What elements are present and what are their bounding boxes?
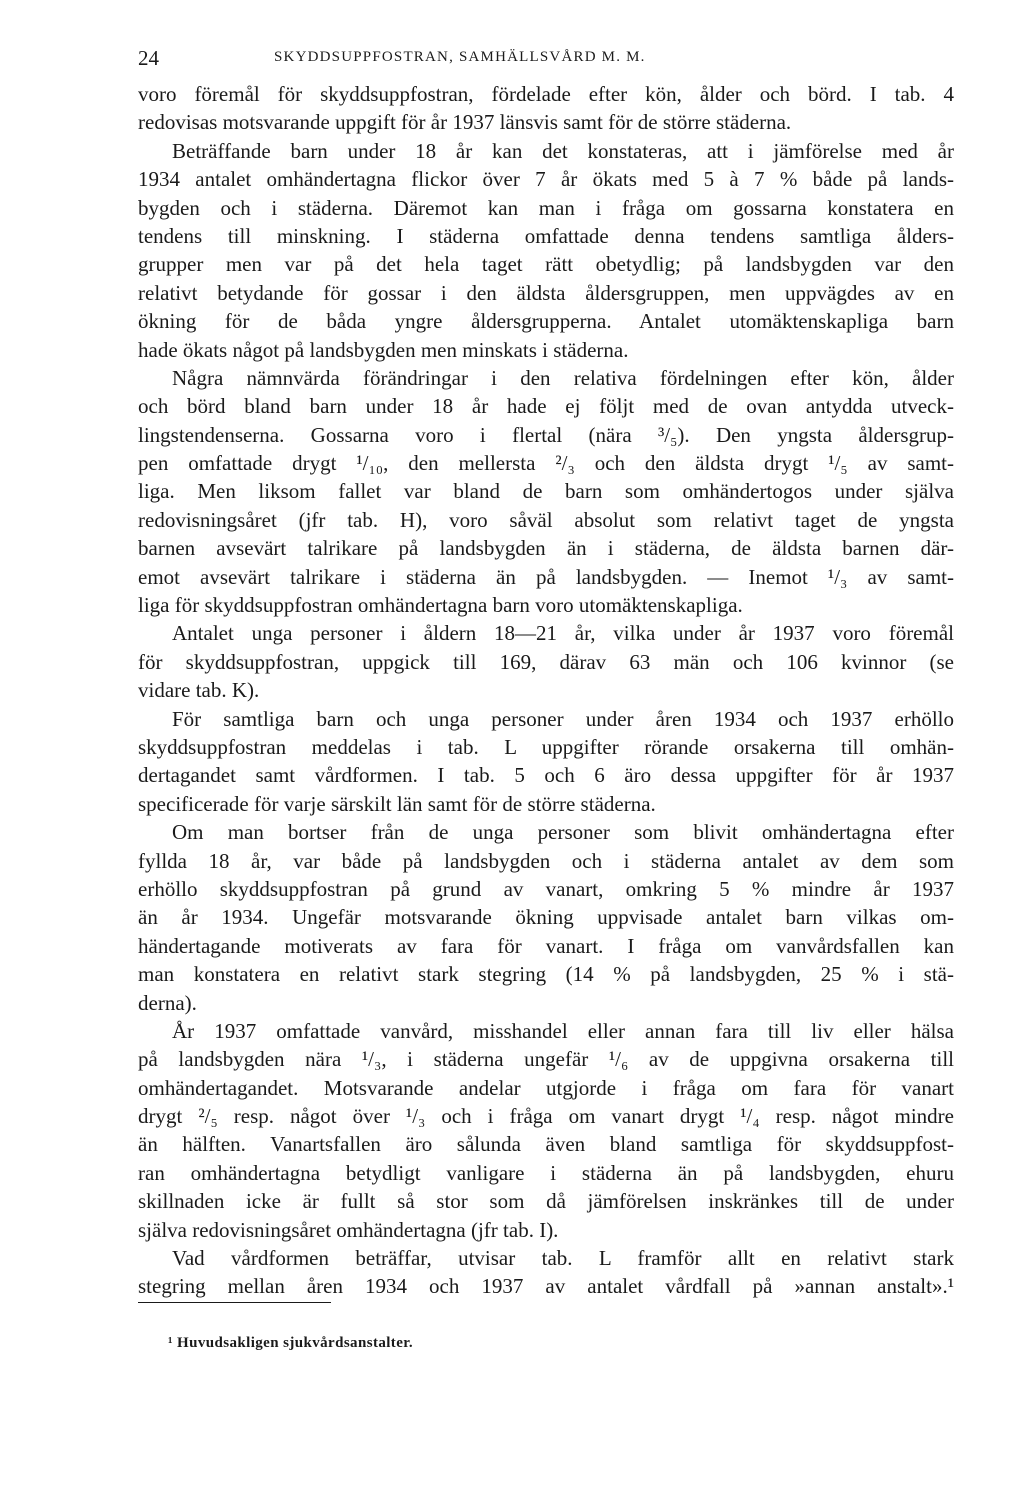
text-line: Några nämnvärda förändringar i den relativa fördelningen efter kön, ålder [172, 365, 954, 390]
text-line: fyllda 18 år, var både på landsbygden och i städerna antalet av dem som [138, 848, 954, 873]
text-line: själva redovisningsåret omhändertagna (jfr tab. I). [138, 1217, 559, 1242]
text-line: liga. Men liksom fallet var bland de barn som omhändertogos under själva [138, 479, 954, 504]
text-line: händertagande motiverats av fara för vanart. I fråga om vanvårdsfallen kan [138, 933, 954, 958]
text-line: specificerade för varje särskilt län samt för de större städerna. [138, 791, 656, 816]
text-line: bygden och i städerna. Däremot kan man i fråga om gossarna konstatera en [138, 195, 954, 220]
text-line: Beträffande barn under 18 år kan det konstateras, att i jämförelse med år [172, 138, 954, 163]
text-line: stegring mellan åren 1934 och 1937 av antalet vårdfall på »annan anstalt».¹ [138, 1274, 954, 1299]
text-line: redovisas motsvarande uppgift för år 1937 länsvis samt för de större städerna. [138, 110, 792, 135]
footnote: ¹ Huvudsakligen sjukvårdsanstalter. [168, 1335, 414, 1351]
text-line: drygt ²/₅ resp. något över ¹/₃ och i fråga om vanart drygt ¹/₄ resp. något mindre [138, 1104, 954, 1129]
text-line: barnen avsevärt talrikare på landsbygden än i städerna, de äldsta barnen där- [138, 536, 954, 561]
text-line: grupper men var på det hela taget rätt obetydlig; på landsbygden var den [138, 252, 954, 277]
text-line: 1934 antalet omhändertagna flickor över 7 år ökats med 5 à 7 % både på lands- [138, 167, 954, 192]
text-line: än hälften. Vanartsfallen äro sålunda även bland samtliga för skyddsuppfost- [138, 1132, 954, 1157]
page-header [138, 46, 958, 76]
text-line: ran omhändertagna betydligt vanligare i städerna än på landsbygden, ehuru [138, 1160, 954, 1185]
text-line: på landsbygden nära ¹/₃, i städerna ungefär ¹/₆ av de uppgivna orsakerna till [138, 1047, 954, 1072]
text-line: derna). [138, 990, 197, 1015]
text-line: År 1937 omfattade vanvård, misshandel eller annan fara till liv eller hälsa [172, 1018, 954, 1043]
footnote-divider [138, 1302, 331, 1303]
text-line: Antalet unga personer i åldern 18—21 år, vilka under år 1937 voro föremål [172, 621, 954, 646]
text-line: skyddsuppfostran meddelas i tab. L uppgifter rörande orsakerna till omhän- [138, 734, 954, 759]
text-line: än år 1934. Ungefär motsvarande ökning uppvisade antalet barn vilkas om- [138, 905, 954, 930]
text-line: erhöllo skyddsuppfostran på grund av vanart, omkring 5 % mindre år 1937 [138, 876, 954, 901]
text-line: man konstatera en relativt stark stegring (14 % på landsbygden, 25 % i stä- [138, 962, 954, 987]
text-line: Om man bortser från de unga personer som blivit omhändertagna efter [172, 820, 954, 845]
text-line: och börd bland barn under 18 år hade ej följt med de ovan antydda utveck- [138, 394, 954, 419]
text-line: dertagandet samt vårdformen. I tab. 5 och 6 äro dessa uppgifter för år 1937 [138, 763, 954, 788]
text-line: emot avsevärt talrikare i städerna än på landsbygden. — Inemot ¹/₃ av samt- [138, 564, 954, 589]
page-number: 24 [138, 46, 159, 70]
text-line: Vad vårdformen beträffar, utvisar tab. L framför allt en relativt stark [172, 1246, 954, 1271]
text-line: redovisningsåret (jfr tab. H), voro såväl absolut som relativt taget de yngsta [138, 507, 954, 532]
text-line: lingstendenserna. Gossarna voro i flertal (nära ³/₅). Den yngsta åldersgrup- [138, 422, 954, 447]
body-text [138, 80, 954, 1301]
text-line: vidare tab. K). [138, 678, 260, 703]
running-title: SKYDDSUPPFOSTRAN, SAMHÄLLSVÅRD M. M. [274, 49, 646, 65]
text-line: relativt betydande för gossar i den äldsta åldersgruppen, men uppvägdes av en [138, 280, 954, 305]
text-line: omhändertagandet. Motsvarande andelar utgjorde i fråga om fara för vanart [138, 1075, 954, 1100]
text-line: pen omfattade drygt ¹/₁₀, den mellersta ²/₃ och den äldsta drygt ¹/₅ av samt- [138, 451, 954, 476]
text-line: liga för skyddsuppfostran omhändertagna barn voro utomäktenskapliga. [138, 593, 743, 618]
text-line: hade ökats något på landsbygden men minskats i städerna. [138, 337, 629, 362]
text-line: voro föremål för skyddsuppfostran, fördelade efter kön, ålder och börd. I tab. 4 [138, 82, 954, 106]
text-line: skillnaden icke är fullt så stor som då jämförelsen inskränkes till de under [138, 1189, 954, 1214]
text-line: för skyddsuppfostran, uppgick till 169, därav 63 män och 106 kvinnor (se [138, 649, 954, 674]
text-line: ökning för de båda yngre åldersgrupperna. Antalet utomäktenskapliga barn [138, 309, 954, 334]
text-line: tendens till minskning. I städerna omfattade denna tendens samtliga ålders- [138, 223, 954, 248]
text-line: För samtliga barn och unga personer under åren 1934 och 1937 erhöllo [172, 706, 954, 731]
